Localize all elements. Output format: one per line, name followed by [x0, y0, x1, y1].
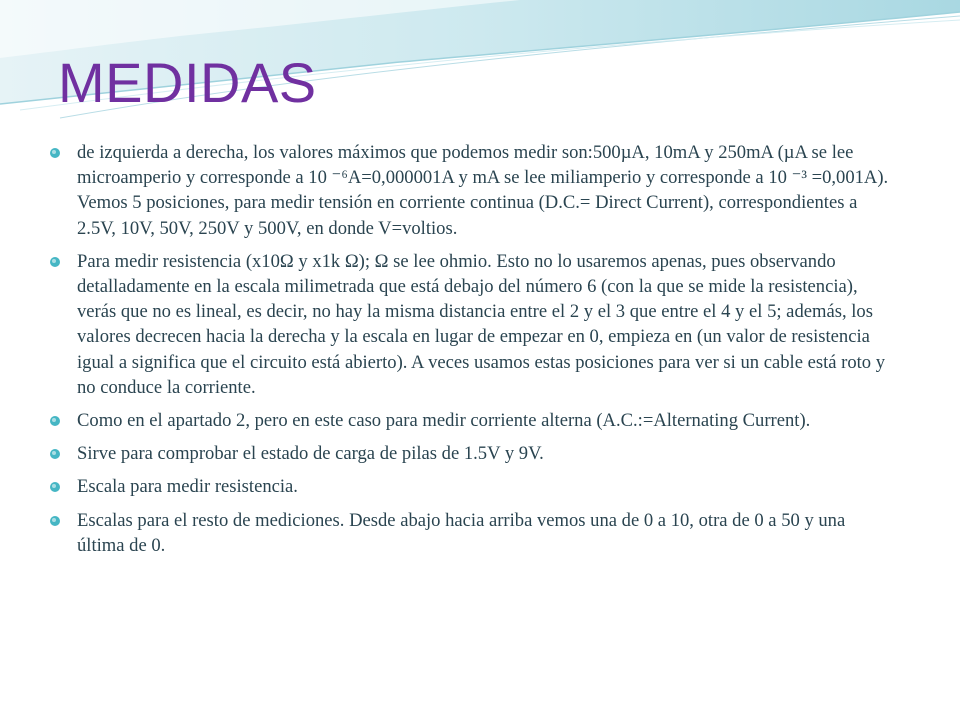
bullet-dot-icon — [50, 416, 60, 426]
list-item — [50, 508, 890, 558]
bullet-text: Para medir resistencia (x10Ω y x1k Ω); Ω se lee ohmio. Esto no lo usaremos apenas, pues observando detalladamente en la escala milimetrada que está debajo del número 6 (con la que se mide la resistencia), verás que no es lineal, es decir, no hay la misma distancia entre el 2 y el 3 que entre el 4 y el 5; además, los valores decrecen hacia la derecha y la escala en lugar de empezar en 0, empieza en (un valor de resistencia igual a significa que el circuito está abierto). A veces usamos estas posiciones para ver si un cable está roto y no conduce la corriente. — [77, 250, 886, 398]
list-item — [50, 249, 890, 400]
bullet-dot-icon — [50, 516, 60, 526]
bullet-text: de izquierda a derecha, los valores máximos que podemos medir son:500µA, 10mA y 250mA (µA se lee microamperio y corresponde a 10 ⁻⁶A=0,000001A y mA se lee miliamperio y corresponde a 10 ⁻³ =0,001A). Vemos 5 posiciones, para medir tensión en corriente continua (D.C.= Direct Current), correspondientes a 2.5V, 10V, 50V, 250V y 500V, en donde V=voltios. — [77, 142, 889, 239]
bullet-text: Como en el apartado 2, pero en este caso para medir corriente alterna (A.C.:=Alternating Current). — [77, 410, 811, 432]
bullet-text: Escalas para el resto de mediciones. Desde abajo hacia arriba vemos una de 0 a 10, otra de 0 a 50 y una última de 0. — [77, 509, 846, 556]
bullet-dot-icon — [50, 482, 60, 492]
bullet-text: Sirve para comprobar el estado de carga de pilas de 1.5V y 9V. — [77, 443, 544, 465]
bullet-list — [50, 140, 890, 566]
list-item — [50, 408, 890, 433]
list-item — [50, 140, 890, 241]
bullet-dot-icon — [50, 148, 60, 158]
list-item — [50, 474, 890, 499]
bullet-dot-icon — [50, 449, 60, 459]
bullet-text: Escala para medir resistencia. — [77, 476, 298, 498]
slide-title: MEDIDAS — [58, 51, 317, 114]
list-item — [50, 441, 890, 466]
bullet-dot-icon — [50, 257, 60, 267]
